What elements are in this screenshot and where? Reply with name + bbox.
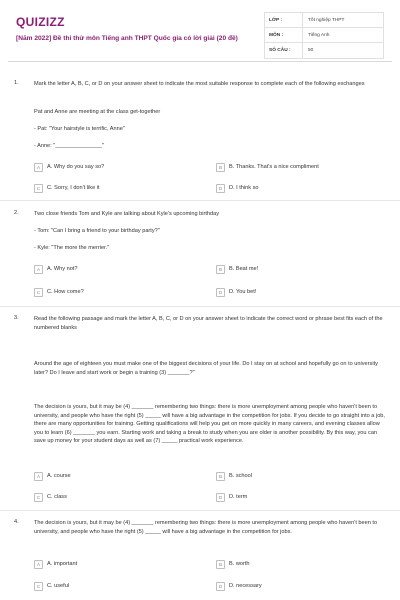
- option-letter-box: A: [34, 163, 43, 172]
- meta-key: MÔN :: [265, 28, 303, 42]
- option-letter-box: B: [216, 472, 225, 481]
- meta-key: LỚP :: [265, 13, 303, 27]
- option-text: D. necessary: [229, 583, 262, 589]
- option-text: A. course: [47, 473, 71, 479]
- option-letter-box: C: [34, 288, 43, 297]
- option-text: A. Why do you say so?: [47, 164, 105, 170]
- option-letter-box: D: [216, 493, 225, 502]
- question-number: 3.: [14, 315, 19, 321]
- option-a[interactable]: [34, 559, 77, 569]
- option-letter-box: A: [34, 560, 43, 569]
- reading-passage-intro: Around the age of eighteen you must make one of the biggest decisions of your life. Do I stay on at school and hopefully go on to university later? Do I leave and start work or begin a training (3) _______?": [34, 361, 378, 376]
- option-letter-box: B: [216, 560, 225, 569]
- worksheet-title: [Năm 2022] Đề thi thử môn Tiếng anh THPT Quốc gia có lời giải (20 đề): [16, 35, 238, 42]
- option-letter-box: D: [216, 288, 225, 297]
- option-letter-box: C: [34, 493, 43, 502]
- option-d[interactable]: [216, 183, 259, 193]
- option-letter-box: D: [216, 582, 225, 591]
- option-a[interactable]: [34, 162, 104, 172]
- question-line: - Anne: "_______________": [34, 143, 104, 149]
- option-d[interactable]: [216, 581, 262, 591]
- option-c[interactable]: [34, 581, 69, 591]
- option-a[interactable]: [34, 471, 71, 481]
- meta-value: Tốt nghiệp THPT: [308, 18, 345, 23]
- question-divider: [0, 510, 400, 511]
- question-divider: [0, 306, 400, 307]
- meta-row-subject: [265, 28, 383, 43]
- meta-value: 50: [308, 48, 314, 53]
- question-text: Mark the letter A, B, C, or D on your answer sheet to indicate the most suitable response to complete each of the following exchanges: [34, 81, 365, 87]
- option-text: A. important: [47, 561, 78, 567]
- question-line: - Pat: "Your hairstyle is terrific, Anne": [34, 126, 125, 132]
- option-text: B. school: [229, 473, 253, 479]
- question-text: Two close friends Tom and Kyle are talking about Kyle's upcoming birthday: [34, 211, 220, 217]
- meta-value: Tiếng Anh: [308, 33, 330, 38]
- option-a[interactable]: [34, 264, 77, 274]
- option-b[interactable]: [216, 264, 258, 274]
- option-d[interactable]: [216, 492, 247, 502]
- reading-passage-body: The decision is yours, but it may be (4) _______ remembering two things: there is more unemployment among people who haven't been to university, and people who have the right (5) _____ will have a big advantage in the competition for jobs. If you decide to go straight into a job, there are many opportunities for training. Getting qualifications will help you get on more quickly in many careers, and evening classes allow you to learn (6) _______ you earn. Starting work and taking a break to study when you are older is another possibility. By this way, you can save up money for your student days as well as (7) _____ practical work experience.: [34, 404, 385, 444]
- question-text: Read the following passage and mark the letter A, B, C, or D on your answer sheet to indicate the correct word or phrase best fits each of the numbered blanks: [34, 316, 383, 331]
- option-letter-box: A: [34, 472, 43, 481]
- option-text: A. Why not?: [47, 266, 78, 272]
- option-text: B. Beat me!: [229, 266, 259, 272]
- option-letter-box: B: [216, 265, 225, 274]
- option-text: C. Sorry, I don't like it: [47, 185, 100, 191]
- option-c[interactable]: [34, 492, 67, 502]
- meta-row-class: [265, 13, 383, 28]
- question-line: - Kyle: "The more the merrier.": [34, 245, 110, 251]
- option-letter-box: D: [216, 184, 225, 193]
- option-text: B. worth: [229, 561, 250, 567]
- worksheet-meta-table: [264, 12, 384, 59]
- quizizz-logo: QUIZIZZ: [16, 15, 65, 29]
- meta-row-count: [265, 43, 383, 58]
- option-text: C. class: [47, 494, 67, 500]
- option-text: D. I think so: [229, 185, 259, 191]
- option-b[interactable]: [216, 559, 250, 569]
- option-letter-box: C: [34, 184, 43, 193]
- option-text: C. How come?: [47, 289, 84, 295]
- option-text: C. useful: [47, 583, 70, 589]
- option-text: B. Thanks. That's a nice compliment: [229, 164, 319, 170]
- option-b[interactable]: [216, 471, 252, 481]
- option-c[interactable]: [34, 287, 84, 297]
- option-text: D. You bet!: [229, 289, 257, 295]
- option-c[interactable]: [34, 183, 100, 193]
- option-letter-box: B: [216, 163, 225, 172]
- question-text: The decision is yours, but it may be (4) _______ remembering two things: there is more unemployment among people who haven't been to university, and people who have the right (5) _____ will have a big advantage in the competition for jobs.: [34, 520, 378, 535]
- question-number: 2.: [14, 210, 19, 216]
- option-letter-box: A: [34, 265, 43, 274]
- question-line: - Tom: "Can I bring a friend to your birthday party?": [34, 228, 160, 234]
- meta-key: SỐ CÂU :: [265, 43, 303, 58]
- option-d[interactable]: [216, 287, 256, 297]
- worksheet-header: [8, 0, 392, 62]
- question-line: Pat and Anne are meeting at the class get-together: [34, 109, 161, 115]
- question-number: 4.: [14, 519, 19, 525]
- question-divider: [0, 200, 400, 201]
- option-b[interactable]: [216, 162, 319, 172]
- question-number: 1.: [14, 80, 19, 86]
- option-letter-box: C: [34, 582, 43, 591]
- option-text: D. term: [229, 494, 248, 500]
